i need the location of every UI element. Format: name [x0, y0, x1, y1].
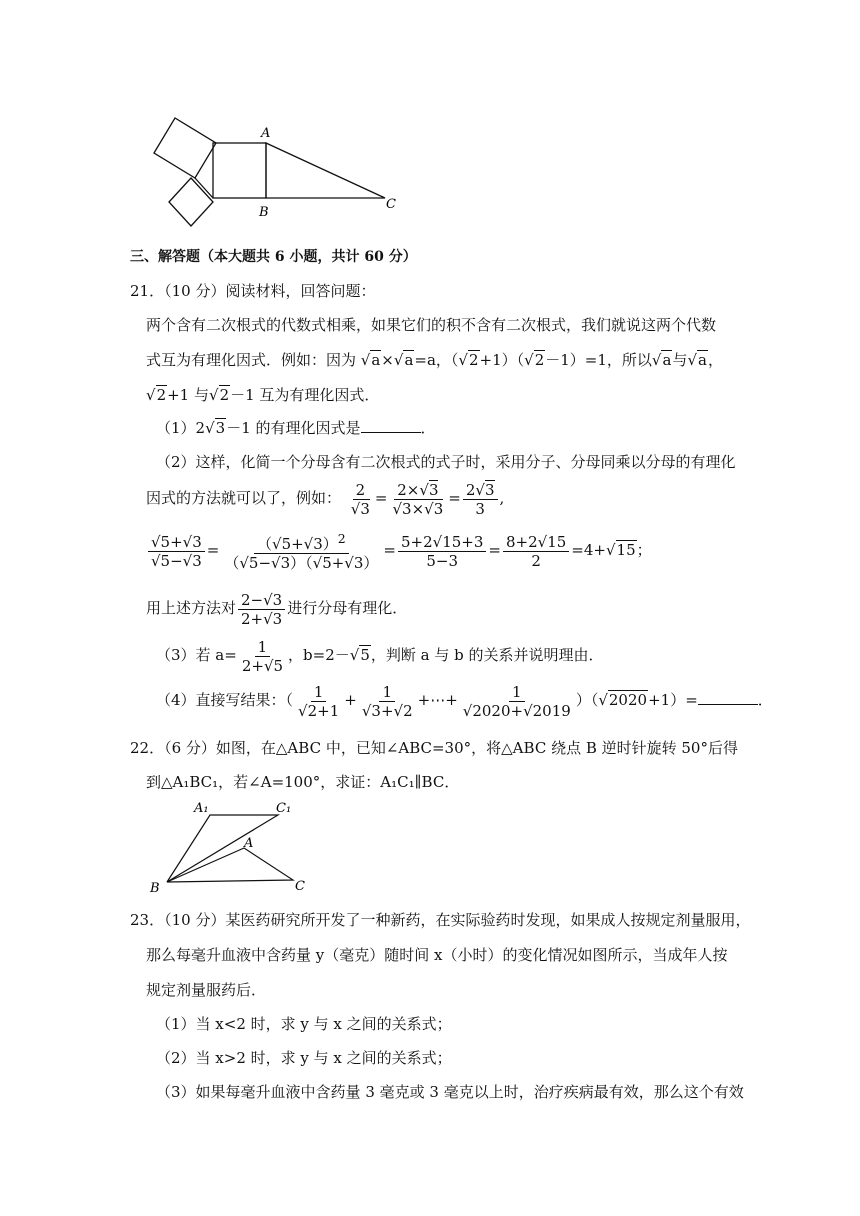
- label-C: C: [295, 879, 305, 894]
- q23-l2: 那么每毫升血液中含药量 y（毫克）随时间 x（小时）的变化情况如图所示，当成年人按: [146, 946, 728, 964]
- q21-head: 21．（10 分）阅读材料，回答问题：: [130, 282, 376, 300]
- q21-s4: （4）直接写结果：（ $\frac{1}{√2+1}$ + $\frac{1}{√3+√2}$ +⋯+ $\frac{1}{√2020+√2019}$ ）（√2020+1）= ．: [156, 682, 773, 720]
- label-A: A: [261, 126, 271, 141]
- q23-s3: （3）如果每毫升血液中含药量 3 毫克或 3 毫克以上时，治疗疾病最有效，那么这个有效: [156, 1083, 744, 1101]
- q22-l2: 到△A₁BC₁，若∠A=100°，求证：A₁C₁∥BC．: [146, 773, 460, 791]
- q21-ex2: $\frac{√5+√3}{√5-√3}$ = $\frac{(√5+√3)^2}{(√5-√3)(√5+√3)}$ = $\frac{5+2√15+3}{5-3}$ = $\frac{8+2√15}{2}$ =4+√15；: [146, 530, 652, 572]
- q21-s2: （2）这样，化简一个分母含有二次根式的式子时，采用分子、分母同乘以分母的有理化: [156, 453, 736, 471]
- q23-l1: 23．（10 分）某医药研究所开发了一种新药，在实际验药时发现，如果成人按规定剂量服用，: [130, 911, 751, 929]
- label-A1: A₁: [194, 801, 209, 816]
- q21-s2c: 用上述方法对 $\frac{2-√3}{2+√3}$ 进行分母有理化．: [146, 590, 408, 628]
- q21-p2: 式互为有理化因式．例如：因为 √a×√a=a，（√2+1）（√2－1）=1，所以√a与√a，: [146, 351, 723, 369]
- q21-s3: （3）若 a= $\frac{1}{2+√5}$ ，b=2－√5，判断 a 与 b 的关系并说明理由．: [156, 637, 604, 675]
- answer-blank-2[interactable]: [698, 690, 758, 705]
- q22-l1: 22．（6 分）如图，在△ABC 中，已知∠ABC=30°，将△ABC 绕点 B 逆时针旋转 50°后得: [130, 739, 738, 757]
- q21-p3: √2+1 与√2－1 互为有理化因式．: [146, 386, 380, 404]
- label-A: A: [244, 836, 254, 851]
- label-C1: C₁: [276, 801, 292, 816]
- q21-s1: （1）2√3－1 的有理化因式是 ．: [156, 419, 436, 437]
- q21-p1: 两个含有二次根式的代数式相乘，如果它们的积不含有二次根式，我们就说这两个代数: [146, 316, 717, 334]
- section-heading: 三、解答题（本大题共 6 小题，共计 60 分）: [130, 249, 417, 265]
- q23-s2: （2）当 x>2 时，求 y 与 x 之间的关系式；: [156, 1049, 452, 1067]
- answer-blank-1[interactable]: [361, 418, 421, 433]
- label-B: B: [150, 881, 160, 895]
- q23-l3: 规定剂量服药后．: [146, 981, 267, 999]
- figure-squares-triangle: [140, 110, 410, 230]
- q21-s2b: 因式的方法就可以了，例如： $\frac{2}{√3}$ = $\frac{2\times√3}{√3\times√3}$ = $\frac{2√3}{3}$ ,: [146, 480, 505, 518]
- label-B: B: [259, 205, 269, 220]
- q23-s1: （1）当 x<2 时，求 y 与 x 之间的关系式；: [156, 1015, 452, 1033]
- figure-rotation: [148, 800, 318, 895]
- label-C: C: [386, 197, 396, 212]
